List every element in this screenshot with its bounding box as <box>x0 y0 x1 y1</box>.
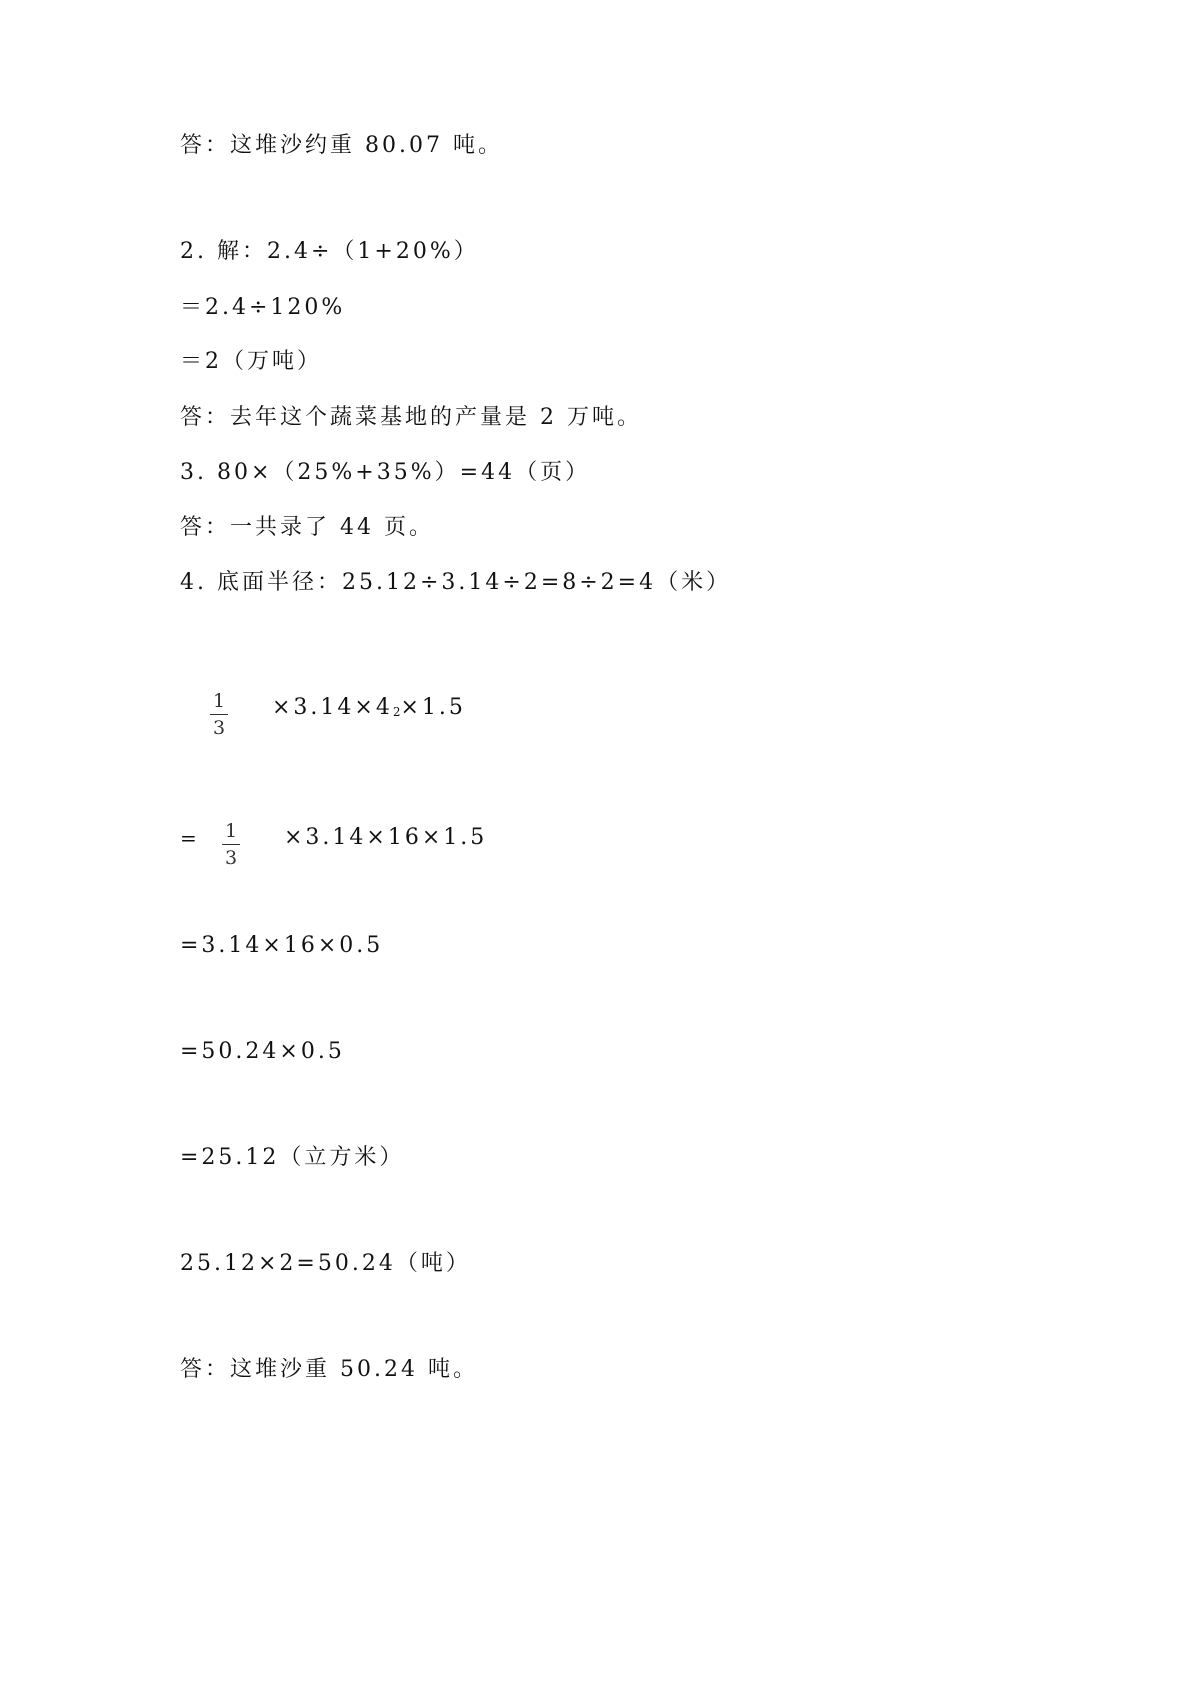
answer-line-1: 答：这堆沙约重 80.07 吨。 <box>180 133 503 158</box>
volume-expression-1-tail: ×1.5 <box>400 695 466 720</box>
solution-2-line-3: ＝2（万吨） <box>180 349 322 374</box>
equals-sign: = <box>180 826 197 850</box>
fraction-bar <box>222 844 240 845</box>
answer-line-2: 答：去年这个蔬菜基地的产量是 2 万吨。 <box>180 405 642 430</box>
fraction-denominator: 3 <box>224 847 238 869</box>
solution-2-line-2: ＝2.4÷120% <box>180 295 346 320</box>
answer-line-3: 答：一共录了 44 页。 <box>180 515 434 540</box>
volume-expression-2: ×3.14×16×1.5 <box>284 825 488 850</box>
volume-step-4: =50.24×0.5 <box>180 1039 345 1064</box>
weight-line: 25.12×2=50.24（吨） <box>180 1251 471 1276</box>
exponent: 2 <box>392 705 401 719</box>
fraction-one-third-2 <box>222 820 240 869</box>
volume-step-3: =3.14×16×0.5 <box>180 933 384 958</box>
fraction-denominator: 3 <box>212 717 226 739</box>
volume-expression-1-main: ×3.14×4 <box>272 695 393 720</box>
solution-2-line-1: 2. 解：2.4÷（1+20%） <box>180 239 479 264</box>
fraction-bar <box>210 714 228 715</box>
volume-expression-1 <box>272 694 466 724</box>
fraction-numerator: 1 <box>224 820 238 842</box>
solution-4-radius-line: 4. 底面半径：25.12÷3.14÷2=8÷2=4（米） <box>180 570 732 595</box>
fraction-one-third-1 <box>210 690 228 739</box>
answer-line-4: 答：这堆沙重 50.24 吨。 <box>180 1357 478 1382</box>
volume-step-5: =25.12（立方米） <box>180 1145 405 1170</box>
fraction-numerator: 1 <box>212 690 226 712</box>
solution-3-line: 3. 80×（25%+35%）=44（页） <box>180 460 591 485</box>
